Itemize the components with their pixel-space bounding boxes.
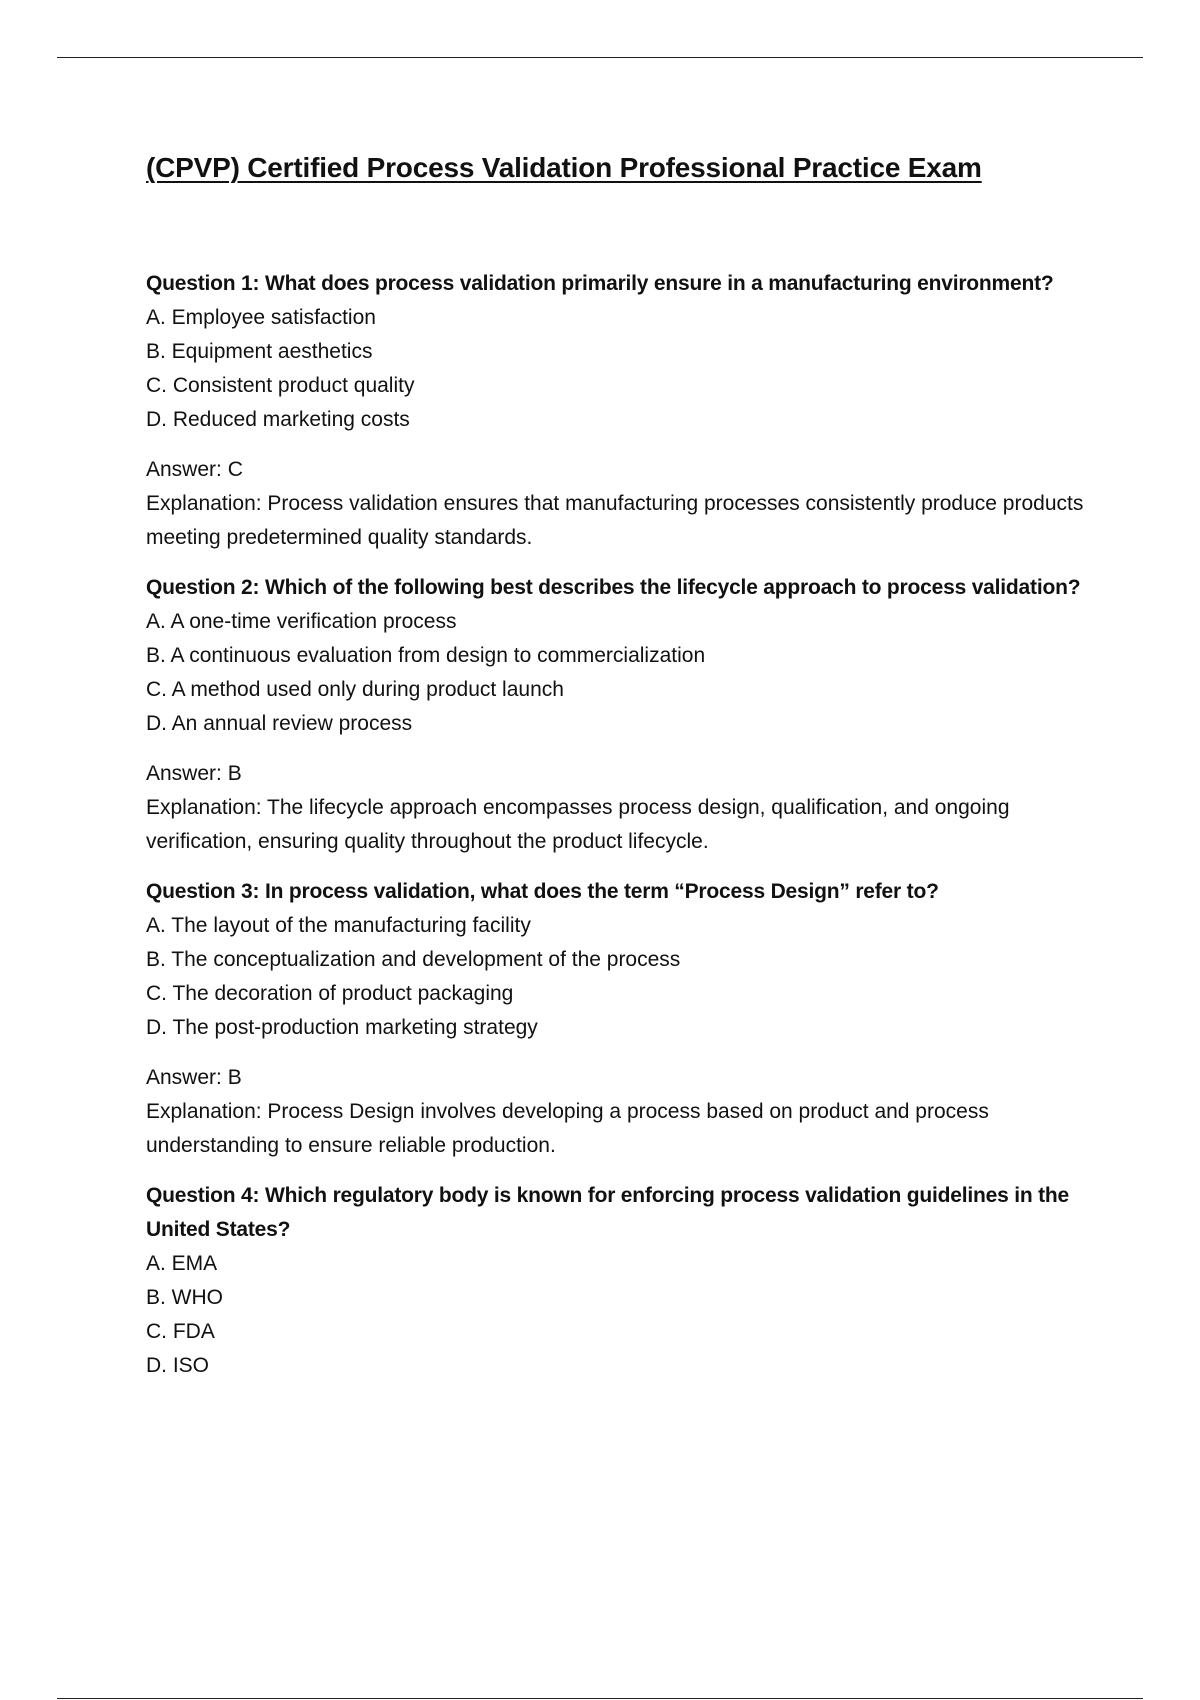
question-text: Question 4: Which regulatory body is known for enforcing process validation guidelines in the United States? [146,1184,1070,1241]
option-d: D. The post-production marketing strategy [146,1016,538,1039]
option-c: C. A method used only during product launch [146,678,564,701]
question-text: Question 2: Which of the following best describes the lifecycle approach to process validation? [146,576,1081,599]
option-list [146,605,1106,741]
option-b: B. WHO [146,1286,223,1309]
answer: Answer: B [146,1066,242,1089]
option-b: B. Equipment aesthetics [146,340,373,363]
page-title: (CPVP) Certified Process Validation Professional Practice Exam [146,152,982,183]
explanation: Explanation: Process validation ensures that manufacturing processes consistently produce products meeting predetermined quality standards. [146,492,1084,549]
option-c: C. Consistent product quality [146,374,415,397]
question-1 [146,267,1106,555]
question-list [146,267,1106,1399]
option-b: B. The conceptualization and development of the process [146,948,681,971]
question-4 [146,1179,1106,1383]
option-a: A. EMA [146,1252,218,1275]
option-a: A. Employee satisfaction [146,306,376,329]
option-a: A. A one-time verification process [146,610,457,633]
explanation: Explanation: Process Design involves developing a process based on product and process understanding to ensure reliable production. [146,1100,989,1157]
option-list [146,1247,1106,1383]
option-c: C. FDA [146,1320,215,1343]
option-c: C. The decoration of product packaging [146,982,514,1005]
explanation: Explanation: The lifecycle approach encompasses process design, qualification, and ongoing verification, ensuring quality throughout the product lifecycle. [146,796,1010,853]
top-rule [57,57,1143,58]
option-a: A. The layout of the manufacturing facility [146,914,531,937]
question-2 [146,571,1106,859]
answer: Answer: C [146,458,243,481]
option-d: D. An annual review process [146,712,413,735]
option-d: D. Reduced marketing costs [146,408,410,431]
question-text: Question 1: What does process validation primarily ensure in a manufacturing environment? [146,272,1054,295]
option-list [146,301,1106,437]
answer: Answer: B [146,762,242,785]
bottom-rule [57,1698,1143,1699]
question-3 [146,875,1106,1163]
option-d: D. ISO [146,1354,210,1377]
question-text: Question 3: In process validation, what does the term “Process Design” refer to? [146,880,939,903]
option-b: B. A continuous evaluation from design to commercialization [146,644,706,667]
option-list [146,909,1106,1045]
